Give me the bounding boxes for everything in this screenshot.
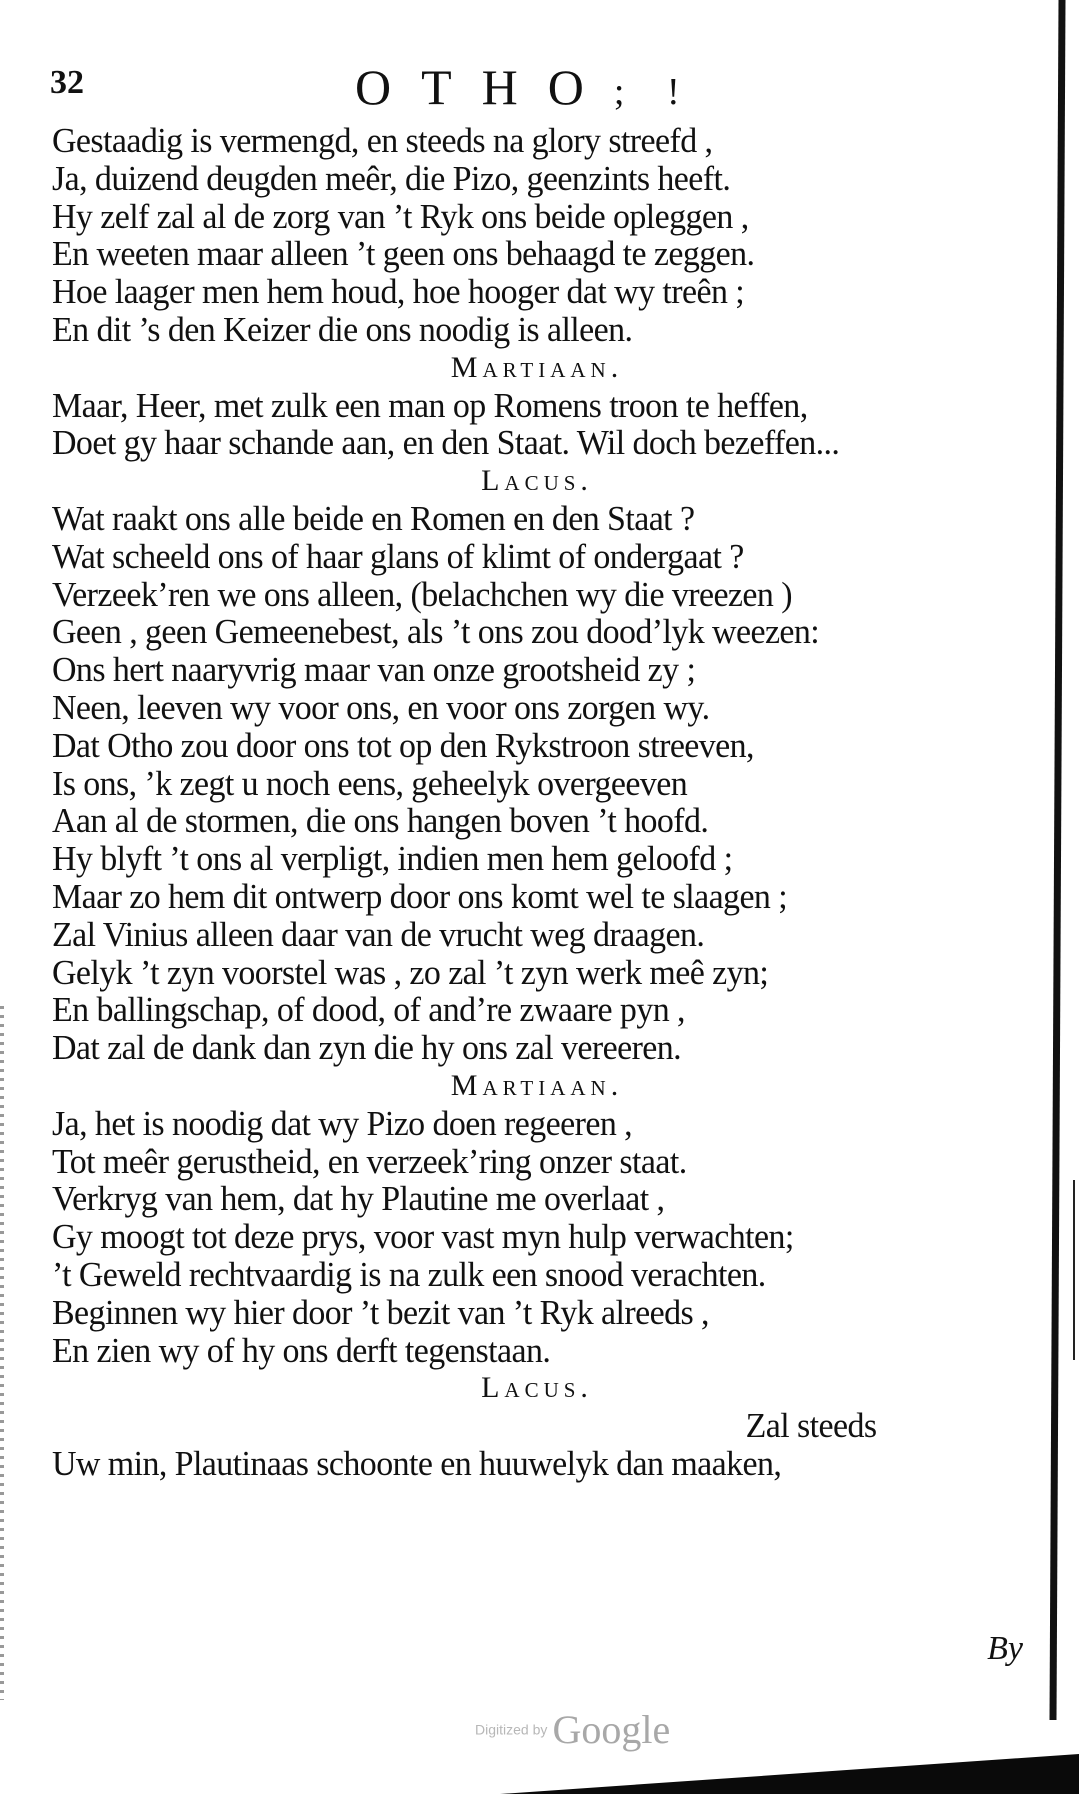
verse-line: Hoe laager men hem houd, hoe hooger dat wy treên ; — [52, 272, 745, 312]
gutter-specks — [0, 1000, 4, 1700]
verse-line: Hy zelf zal al de zorg van ’t Ryk ons beide opleggen , — [52, 196, 749, 236]
running-title-mark: ; — [613, 71, 625, 113]
verse-line: Dat Otho zou door ons tot op den Rykstroon streeven, — [52, 725, 754, 765]
page-edge-shadow — [1049, 0, 1065, 1720]
verse-line: En weeten maar alleen ’t geen ons behaagd te zeggen. — [52, 234, 755, 274]
speaker-name: Martiaan. — [450, 350, 624, 384]
margin-mark: ! — [666, 71, 680, 113]
verse-line: Maar zo hem dit ontwerp door ons komt wel te slaagen ; — [52, 876, 788, 916]
speaker-name: Lacus. — [481, 1371, 593, 1405]
verse-line: Ja, het is noodig dat wy Pizo doen regeeren , — [52, 1103, 633, 1143]
page-curl-shadow — [500, 1754, 1079, 1794]
verse-line: Beginnen wy hier door ’t bezit van ’t Ryk alreeds , — [52, 1292, 709, 1332]
verse-line: Gelyk ’t zyn voorstel was , zo zal ’t zyn werk meê zyn; — [52, 952, 769, 992]
watermark-brand: Google — [552, 1707, 671, 1752]
verse-line: Dat zal de dank dan zyn die hy ons zal vereeren. — [52, 1028, 682, 1068]
verse-line: Tot meêr gerustheid, en verzeek’ring onzer staat. — [52, 1141, 687, 1181]
running-title — [355, 58, 680, 116]
running-title-text: OTHO — [355, 59, 614, 115]
verse-line: Verkryg van hem, dat hy Plautine me overlaat , — [52, 1179, 665, 1219]
verse-line: Doet gy haar schande aan, en den Staat. Wil doch bezeffen... — [52, 423, 840, 463]
verse-line: Hy blyft ’t ons al verpligt, indien men hem geloofd ; — [52, 839, 733, 879]
verse-line: Gestaadig is vermengd, en steeds na glory streefd , — [52, 121, 713, 160]
verse-line: Ons hert naaryvrig maar van onze grootsheid zy ; — [52, 650, 696, 690]
verse-line: Wat scheeld ons of haar glans of klimt of ondergaat ? — [52, 536, 744, 576]
catchword: By — [987, 1630, 1023, 1667]
verse-line: En dit ’s den Keizer die ons noodig is alleen. — [52, 309, 633, 349]
verse-line: Gy moogt tot deze prys, voor vast myn hulp verwachten; — [52, 1217, 794, 1257]
verse-line: Ja, duizend deugden meêr, die Pizo, geenzints heeft. — [52, 158, 731, 198]
verse-fragment: Zal steeds — [745, 1406, 877, 1446]
verse-line: En ballingschap, of dood, of and’re zwaare pyn , — [52, 990, 685, 1030]
verse-line: Neen, leeven wy voor ons, en voor ons zorgen wy. — [52, 687, 710, 727]
verse-text-block — [52, 122, 1022, 1483]
verse-line: Wat raakt ons alle beide en Romen en den Staat ? — [52, 498, 695, 538]
verse-line: Aan al de stormen, die ons hangen boven ’t hoofd. — [52, 801, 709, 841]
verse-line: Is ons, ’k zegt u noch eens, geheelyk overgeeven — [52, 763, 688, 803]
watermark-prefix: Digitized by — [475, 1721, 548, 1738]
verse-line: En zien wy of hy ons derft tegenstaan. — [52, 1330, 551, 1370]
speaker-name: Lacus. — [481, 464, 593, 498]
verse-line: ’t Geweld rechtvaardig is na zulk een snood verachten. — [52, 1254, 766, 1294]
page-header — [0, 58, 1079, 118]
page-number: 32 — [50, 64, 84, 101]
verse-line: Maar, Heer, met zulk een man op Romens troon te heffen, — [52, 385, 808, 425]
digitization-watermark — [475, 1706, 670, 1753]
page-edge-line — [1073, 1180, 1075, 1360]
verse-line: Zal Vinius alleen daar van de vrucht weg draagen. — [52, 914, 705, 954]
verse-line: Uw min, Plautinaas schoonte en huuwelyk dan maaken, — [52, 1443, 782, 1483]
verse-line: Geen , geen Gemeenebest, als ’t ons zou dood’lyk weezen: — [52, 612, 820, 652]
verse-line: Verzeek’ren we ons alleen, (belachchen wy die vreezen ) — [52, 574, 792, 614]
speaker-name: Martiaan. — [450, 1068, 624, 1102]
